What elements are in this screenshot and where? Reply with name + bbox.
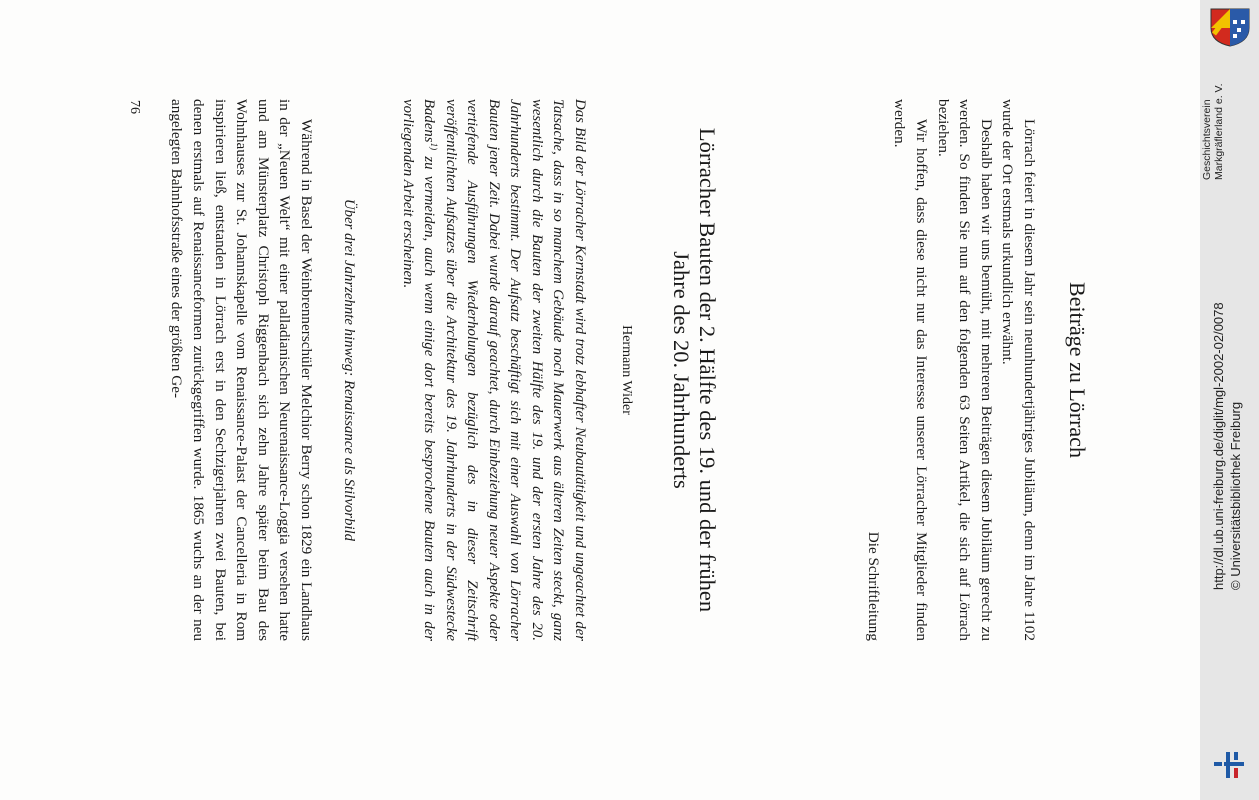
intro-paragraph-1: Lörrach feiert in diesem Jahr sein neunhundertjähriges Jubiläum, denn im Jahre 1102 wurde der Ort erstmals urkundlich erwähnt. [999, 99, 1038, 641]
source-info [1210, 302, 1244, 590]
intro-paragraph-2: Deshalb haben wir uns bemüht, mit mehreren Beiträgen diesem Jubiläum gerecht zu werden. So finden Sie nun auf den folgenden 63 Seiten Artikel, die sich auf Lörrach beziehen. [934, 99, 995, 641]
copyright: © Universitätsbibliothek Freiburg [1228, 401, 1243, 590]
body-text [166, 99, 317, 641]
signature: Die Schriftleitung [865, 531, 882, 641]
source-url[interactable]: http://dl.ub.uni-freiburg.de/diglit/mgl-2002-02/0078 [1211, 302, 1226, 590]
intro-text [889, 99, 1040, 641]
sidebar [1200, 0, 1259, 800]
intro-paragraph-3: Wir hoffen, dass diese nicht nur das Interesse unserer Lörracher Mitglieder finden werden. [891, 99, 931, 641]
abstract [397, 99, 591, 641]
coat-of-arms-icon [1208, 6, 1252, 48]
page-number: 76 [127, 100, 142, 114]
abstract-paragraph [397, 99, 591, 641]
abstract-text-2: zu vermeiden, auch wenn einige dort bereits besprochene Bauten auch in der vorliegenden Arbeit erscheinen. [400, 99, 438, 641]
society-line-2: Markgräflerland e. V. [1213, 83, 1225, 180]
article-title [668, 99, 720, 641]
article-title-line-2: Jahre des 20. Jahrhunderts [669, 251, 694, 489]
author: Hermann Wider [619, 325, 634, 415]
body-paragraph: Während in Basel der Weinbrennerschüler Melchior Berry schon 1829 ein Landhaus in der „Neuen Welt“ mit einer palladianischen Neurenaissance-Loggia versehen hatte und am Münsterplatz Christoph Riggenbach sich zehn Jahre später beim Bau des Wohnhauses zur St. Johannskapelle vom Renaissance-Palast der Cancelleria in Rom inspirieren ließ, entstanden in Lörrach erst in den Sechzigerjahren zwei Bauten, bei denen erstmals auf Renaissanceformen zurückgegriffen wurde. 1865 wuchs an der neu angelegten Bahnhofsstraße eines der größten Ge- [168, 99, 315, 641]
page-title: Beiträge zu Lörrach [1065, 282, 1090, 458]
abstract-text-1: Das Bild der Lörracher Kernstadt wird trotz lebhafter Neubautätigkeit und ungeachtet der Tatsache, dass in so manchem Gebäude noch Mauerwerk aus älteren Zeiten steckt, ganz wesentlich durch die Bauten der zweiten Hälfte des 19. und der ersten Jahre des 20. Jahrhunderts bestimmt. Der Aufsatz beschäftigt sich mit einer Auswahl von Lörracher Bauten jener Zeit. Dabei wurde darauf geachtet, durch Einbeziehung neuer Aspekte oder vertiefende Ausführungen Wiederholungen bezüglich des in dieser Zeitschrift veröffentlichten Aufsatzes über die Architektur des 19. Jahrhunderts in der Südwestecke Badens [421, 99, 588, 641]
article-title-line-1: Lörracher Bauten der 2. Hälfte des 19. und der frühen [695, 127, 720, 613]
ub-freiburg-logo-icon [1212, 748, 1246, 782]
footnote-marker: 1) [429, 142, 440, 151]
section-heading: Über drei Jahrzehnte hinweg: Renaissance als Stilvorbild [341, 198, 357, 542]
society-name [1201, 84, 1225, 181]
society-line-1: Geschichtsverein [1201, 99, 1213, 180]
